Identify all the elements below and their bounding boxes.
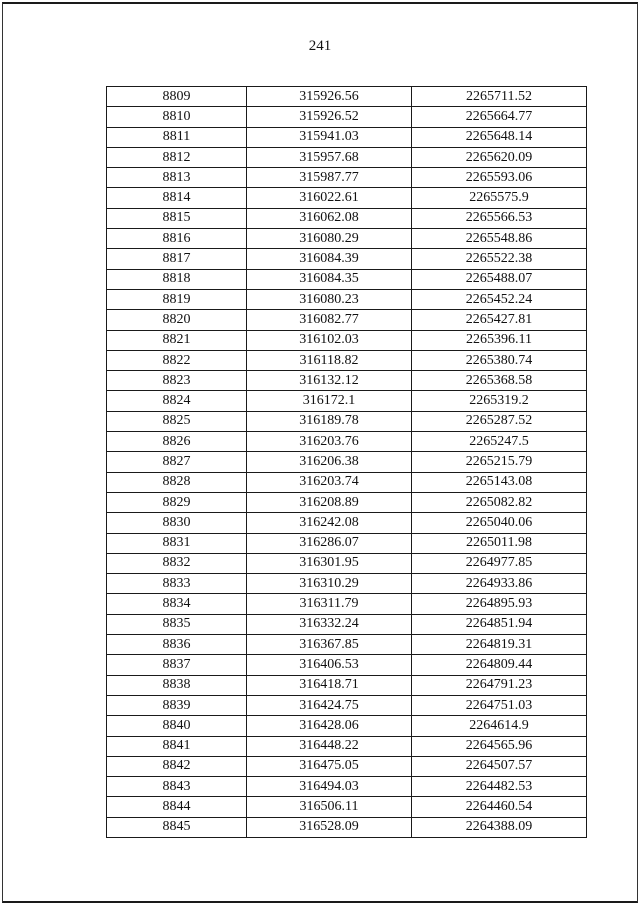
x-coordinate-cell: 316080.23 [247,289,412,309]
point-id-cell: 8835 [107,614,247,634]
table-row [107,635,587,655]
table-row [107,127,587,147]
x-coordinate-cell: 316208.89 [247,492,412,512]
x-coordinate-cell: 316118.82 [247,350,412,370]
table-row [107,716,587,736]
y-coordinate-cell: 2264388.09 [412,817,587,837]
x-coordinate-cell: 316494.03 [247,777,412,797]
point-id-cell: 8811 [107,127,247,147]
point-id-cell: 8819 [107,289,247,309]
y-coordinate-cell: 2265575.9 [412,188,587,208]
y-coordinate-cell: 2265522.38 [412,249,587,269]
x-coordinate-cell: 316132.12 [247,371,412,391]
y-coordinate-cell: 2264895.93 [412,594,587,614]
x-coordinate-cell: 316311.79 [247,594,412,614]
table-row [107,472,587,492]
table-row [107,411,587,431]
table-row [107,777,587,797]
y-coordinate-cell: 2265247.5 [412,432,587,452]
y-coordinate-cell: 2265488.07 [412,269,587,289]
y-coordinate-cell: 2264565.96 [412,736,587,756]
point-id-cell: 8824 [107,391,247,411]
point-id-cell: 8832 [107,553,247,573]
x-coordinate-cell: 315926.52 [247,107,412,127]
table-row [107,452,587,472]
y-coordinate-cell: 2264809.44 [412,655,587,675]
x-coordinate-cell: 316310.29 [247,574,412,594]
y-coordinate-cell: 2265593.06 [412,168,587,188]
point-id-cell: 8820 [107,310,247,330]
point-id-cell: 8810 [107,107,247,127]
x-coordinate-cell: 316203.76 [247,432,412,452]
y-coordinate-cell: 2265287.52 [412,411,587,431]
x-coordinate-cell: 316428.06 [247,716,412,736]
table-row [107,695,587,715]
x-coordinate-cell: 316301.95 [247,553,412,573]
table-row [107,817,587,837]
point-id-cell: 8822 [107,350,247,370]
y-coordinate-cell: 2265143.08 [412,472,587,492]
x-coordinate-cell: 316367.85 [247,635,412,655]
x-coordinate-cell: 316506.11 [247,797,412,817]
point-id-cell: 8839 [107,695,247,715]
point-id-cell: 8831 [107,533,247,553]
y-coordinate-cell: 2264507.57 [412,756,587,776]
y-coordinate-cell: 2264851.94 [412,614,587,634]
table-row [107,533,587,553]
page-number: 241 [308,38,332,54]
x-coordinate-cell: 316172.1 [247,391,412,411]
point-id-cell: 8844 [107,797,247,817]
table-row [107,208,587,228]
point-id-cell: 8842 [107,756,247,776]
point-id-cell: 8815 [107,208,247,228]
point-id-cell: 8826 [107,432,247,452]
point-id-cell: 8827 [107,452,247,472]
x-coordinate-cell: 315957.68 [247,147,412,167]
x-coordinate-cell: 316448.22 [247,736,412,756]
table-row [107,330,587,350]
y-coordinate-cell: 2265711.52 [412,87,587,107]
table-body [107,87,587,838]
x-coordinate-cell: 316528.09 [247,817,412,837]
y-coordinate-cell: 2265664.77 [412,107,587,127]
y-coordinate-cell: 2265011.98 [412,533,587,553]
table-row [107,655,587,675]
point-id-cell: 8836 [107,635,247,655]
point-id-cell: 8828 [107,472,247,492]
x-coordinate-cell: 316189.78 [247,411,412,431]
table-row [107,107,587,127]
x-coordinate-cell: 316242.08 [247,513,412,533]
y-coordinate-cell: 2265380.74 [412,350,587,370]
y-coordinate-cell: 2264751.03 [412,695,587,715]
table-row [107,553,587,573]
y-coordinate-cell: 2264933.86 [412,574,587,594]
point-id-cell: 8830 [107,513,247,533]
table-row [107,432,587,452]
y-coordinate-cell: 2265620.09 [412,147,587,167]
x-coordinate-cell: 316102.03 [247,330,412,350]
y-coordinate-cell: 2265396.11 [412,330,587,350]
table-row [107,350,587,370]
point-id-cell: 8809 [107,87,247,107]
point-id-cell: 8829 [107,492,247,512]
y-coordinate-cell: 2265427.81 [412,310,587,330]
y-coordinate-cell: 2264460.54 [412,797,587,817]
point-id-cell: 8841 [107,736,247,756]
table-row [107,594,587,614]
x-coordinate-cell: 315926.56 [247,87,412,107]
coordinate-table [106,86,587,838]
table-row [107,229,587,249]
x-coordinate-cell: 315941.03 [247,127,412,147]
point-id-cell: 8845 [107,817,247,837]
point-id-cell: 8833 [107,574,247,594]
point-id-cell: 8812 [107,147,247,167]
point-id-cell: 8821 [107,330,247,350]
table-row [107,614,587,634]
table-row [107,756,587,776]
point-id-cell: 8834 [107,594,247,614]
table-row [107,249,587,269]
table-row [107,492,587,512]
y-coordinate-cell: 2264819.31 [412,635,587,655]
point-id-cell: 8816 [107,229,247,249]
y-coordinate-cell: 2264791.23 [412,675,587,695]
y-coordinate-cell: 2265566.53 [412,208,587,228]
table-row [107,269,587,289]
point-id-cell: 8825 [107,411,247,431]
x-coordinate-cell: 316332.24 [247,614,412,634]
x-coordinate-cell: 316206.38 [247,452,412,472]
table-row [107,797,587,817]
x-coordinate-cell: 316084.39 [247,249,412,269]
point-id-cell: 8814 [107,188,247,208]
table-row [107,736,587,756]
y-coordinate-cell: 2265082.82 [412,492,587,512]
point-id-cell: 8818 [107,269,247,289]
table-row [107,289,587,309]
y-coordinate-cell: 2265452.24 [412,289,587,309]
y-coordinate-cell: 2264614.9 [412,716,587,736]
x-coordinate-cell: 316475.05 [247,756,412,776]
table-row [107,371,587,391]
x-coordinate-cell: 316062.08 [247,208,412,228]
x-coordinate-cell: 316084.35 [247,269,412,289]
y-coordinate-cell: 2265648.14 [412,127,587,147]
table-row [107,391,587,411]
x-coordinate-cell: 316286.07 [247,533,412,553]
x-coordinate-cell: 316406.53 [247,655,412,675]
x-coordinate-cell: 316418.71 [247,675,412,695]
table-row [107,188,587,208]
x-coordinate-cell: 315987.77 [247,168,412,188]
y-coordinate-cell: 2265548.86 [412,229,587,249]
x-coordinate-cell: 316080.29 [247,229,412,249]
x-coordinate-cell: 316082.77 [247,310,412,330]
table-row [107,675,587,695]
point-id-cell: 8817 [107,249,247,269]
table-row [107,147,587,167]
y-coordinate-cell: 2265368.58 [412,371,587,391]
y-coordinate-cell: 2264977.85 [412,553,587,573]
x-coordinate-cell: 316022.61 [247,188,412,208]
table-row [107,168,587,188]
y-coordinate-cell: 2265040.06 [412,513,587,533]
table-row [107,87,587,107]
point-id-cell: 8843 [107,777,247,797]
table-row [107,513,587,533]
table-row [107,310,587,330]
point-id-cell: 8813 [107,168,247,188]
y-coordinate-cell: 2265319.2 [412,391,587,411]
y-coordinate-cell: 2265215.79 [412,452,587,472]
point-id-cell: 8837 [107,655,247,675]
y-coordinate-cell: 2264482.53 [412,777,587,797]
point-id-cell: 8840 [107,716,247,736]
table-row [107,574,587,594]
point-id-cell: 8838 [107,675,247,695]
x-coordinate-cell: 316424.75 [247,695,412,715]
point-id-cell: 8823 [107,371,247,391]
x-coordinate-cell: 316203.74 [247,472,412,492]
